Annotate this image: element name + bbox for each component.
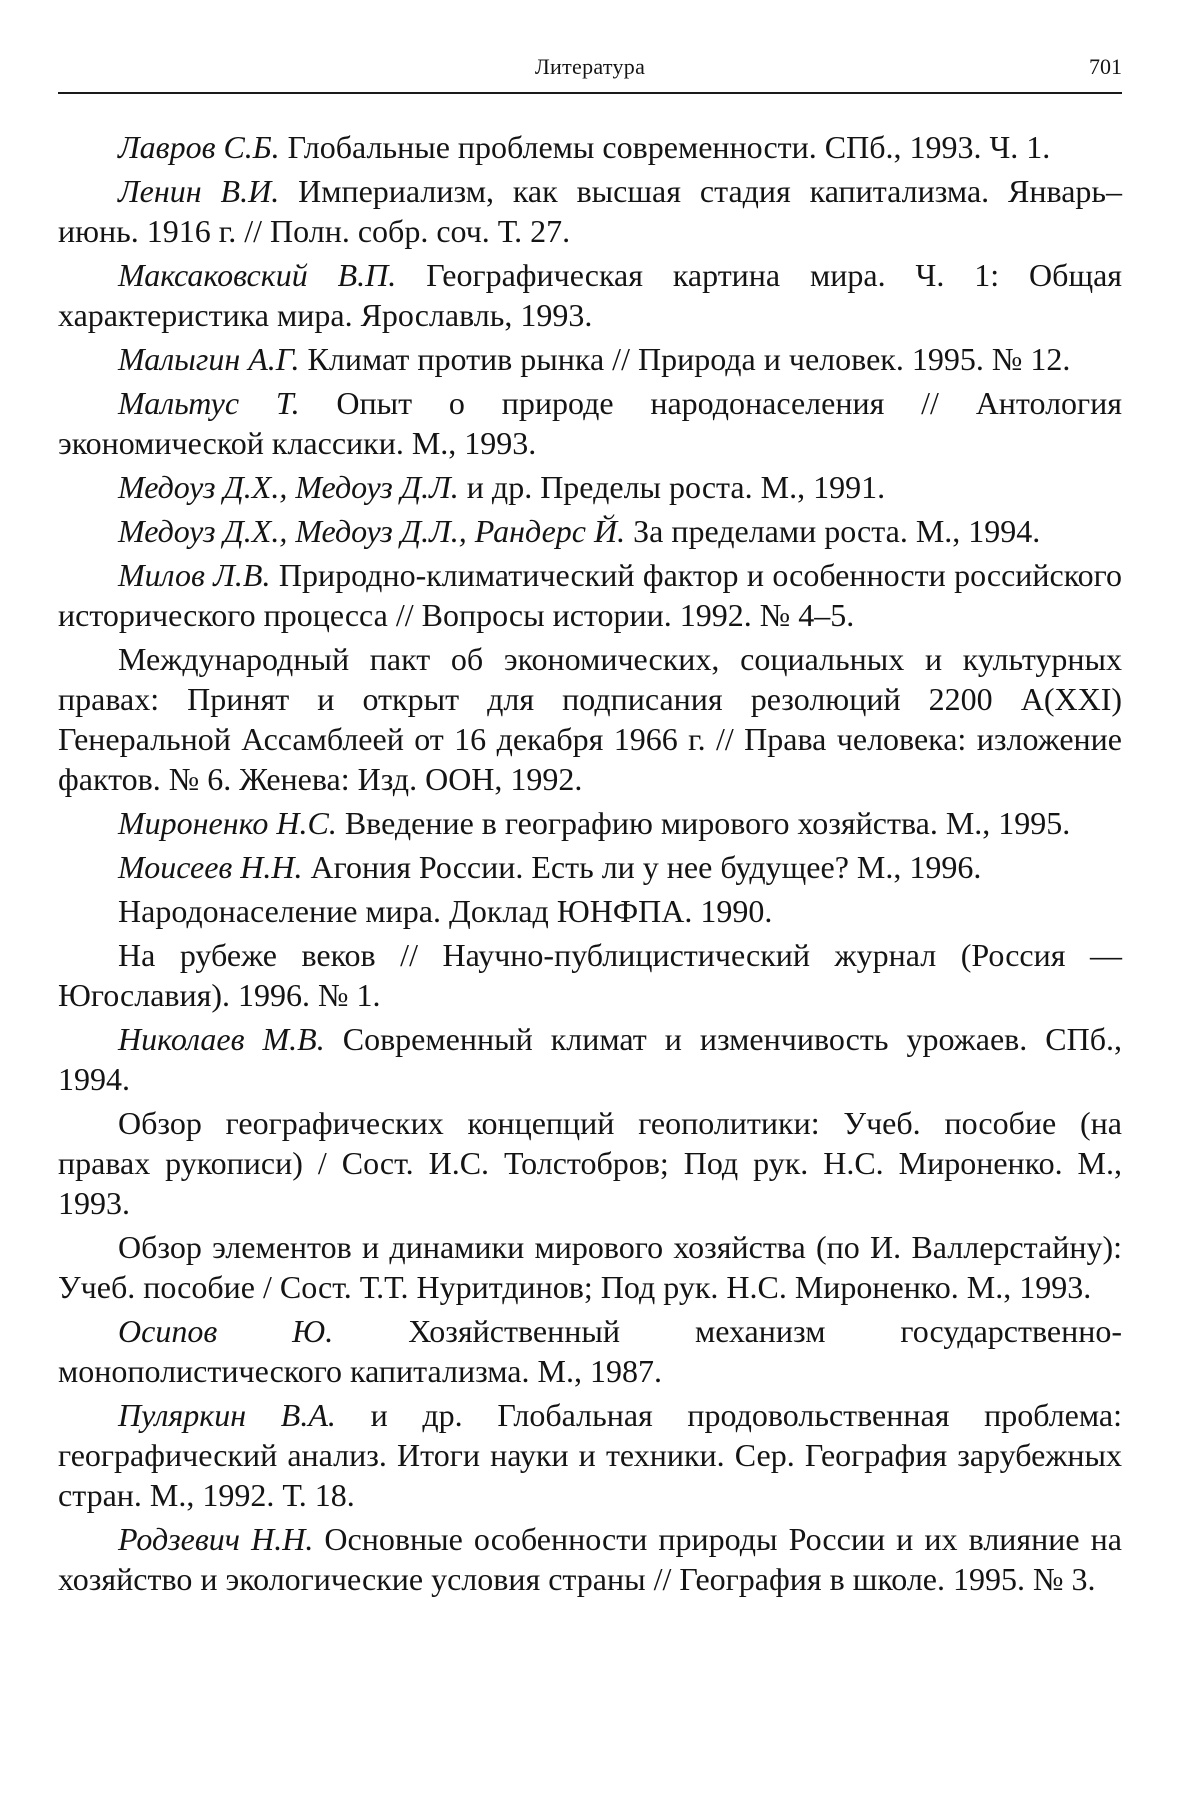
bibliography-entry: [58, 847, 1122, 887]
bibliography-entry: [58, 891, 1122, 931]
bibliography-entry: [58, 511, 1122, 551]
entry-text: На рубеже веков // Научно-публицистический журнал (Россия — Югославия). 1996. № 1.: [58, 937, 1122, 1013]
header-rule: [58, 92, 1122, 94]
entry-author: Пуляркин В.А.: [118, 1397, 336, 1433]
bibliography-entry: [58, 255, 1122, 335]
entry-text: Природно-климатический фактор и особенности российского исторического процесса // Вопросы истории. 1992. № 4–5.: [58, 557, 1123, 633]
entry-author: Осипов Ю.: [118, 1313, 334, 1349]
entry-text: Основные особенности природы России и их влияние на хозяйство и экологические условия страны // География в школе. 1995. № 3.: [58, 1521, 1123, 1597]
entry-text: Обзор элементов и динамики мирового хозяйства (по И. Валлерстайну): Учеб. пособие / Сост. Т.Т. Нуритдинов; Под рук. Н.С. Мироненко. М., 1993.: [58, 1229, 1122, 1305]
bibliography-entry: [58, 127, 1122, 167]
entry-text: и др. Глобальная продовольственная проблема: географический анализ. Итоги науки и техники. Сер. География зарубежных стран. М., 1992. Т. 18.: [58, 1397, 1122, 1513]
bibliography-entry: [58, 1227, 1122, 1307]
entry-author: Лавров С.Б.: [118, 129, 280, 165]
entry-text: Обзор географических концепций геополитики: Учеб. пособие (на правах рукописи) / Сост. И.С. Толстобров; Под рук. Н.С. Мироненко. М., 1993.: [58, 1105, 1122, 1221]
entry-text: Хозяйственный механизм государственно-монополистического капитализма. М., 1987.: [58, 1313, 1123, 1389]
bibliography-entry: [58, 1019, 1122, 1099]
entry-author: Николаев М.В.: [118, 1021, 325, 1057]
entry-text: и др. Пределы роста. М., 1991.: [458, 469, 886, 505]
bibliography-entry: [58, 383, 1122, 463]
bibliography-entry: [58, 171, 1122, 251]
entry-text: Глобальные проблемы современности. СПб., 1993. Ч. 1.: [279, 129, 1051, 165]
entry-text: Империализм, как высшая стадия капитализма. Январь–июнь. 1916 г. // Полн. собр. соч. Т. 27.: [58, 173, 1123, 249]
bibliography-entry: [58, 1311, 1122, 1391]
entry-text: За пределами роста. М., 1994.: [625, 513, 1041, 549]
bibliography-list: [58, 127, 1122, 1603]
entry-author: Максаковский В.П.: [118, 257, 397, 293]
entry-author: Малыгин А.Г.: [118, 341, 300, 377]
running-title: Литература: [534, 54, 646, 79]
bibliography-entry: [58, 935, 1122, 1015]
entry-author: Медоуз Д.Х., Медоуз Д.Л.: [118, 469, 459, 505]
bibliography-entry: [58, 639, 1122, 799]
bibliography-entry: [58, 467, 1122, 507]
entry-text: Народонаселение мира. Доклад ЮНФПА. 1990.: [118, 893, 773, 929]
bibliography-entry: [58, 339, 1122, 379]
entry-text: Международный пакт об экономических, социальных и культурных правах: Принят и открыт для подписания резолюций 2200 А(XXI) Генеральной Ассамблеей от 16 декабря 1966 г. // Права человека: изложение фактов. № 6. Женева: Изд. ООН, 1992.: [58, 641, 1122, 797]
entry-author: Медоуз Д.Х., Медоуз Д.Л., Рандерс Й.: [118, 513, 626, 549]
entry-author: Родзевич Н.Н.: [118, 1521, 314, 1557]
entry-text: Географическая картина мира. Ч. 1: Общая характеристика мира. Ярославль, 1993.: [58, 257, 1123, 333]
bibliography-entry: [58, 803, 1122, 843]
entry-text: Агония России. Есть ли у нее будущее? М., 1996.: [302, 849, 982, 885]
entry-text: Современный климат и изменчивость урожаев. СПб., 1994.: [58, 1021, 1123, 1097]
entry-author: Мальтус Т.: [118, 385, 300, 421]
entry-author: Ленин В.И.: [118, 173, 280, 209]
entry-text: Опыт о природе народонаселения // Антология экономической классики. М., 1993.: [58, 385, 1123, 461]
bibliography-entry: [58, 1395, 1122, 1515]
running-head: [58, 52, 1122, 88]
entry-text: Введение в географию мирового хозяйства. М., 1995.: [336, 805, 1071, 841]
entry-author: Моисеев Н.Н.: [118, 849, 303, 885]
entry-author: Милов Л.В.: [118, 557, 271, 593]
entry-author: Мироненко Н.С.: [118, 805, 337, 841]
bibliography-entry: [58, 1519, 1122, 1599]
entry-text: Климат против рынка // Природа и человек. 1995. № 12.: [299, 341, 1071, 377]
bibliography-entry: [58, 555, 1122, 635]
page-number: 701: [1089, 54, 1122, 79]
bibliography-entry: [58, 1103, 1122, 1223]
